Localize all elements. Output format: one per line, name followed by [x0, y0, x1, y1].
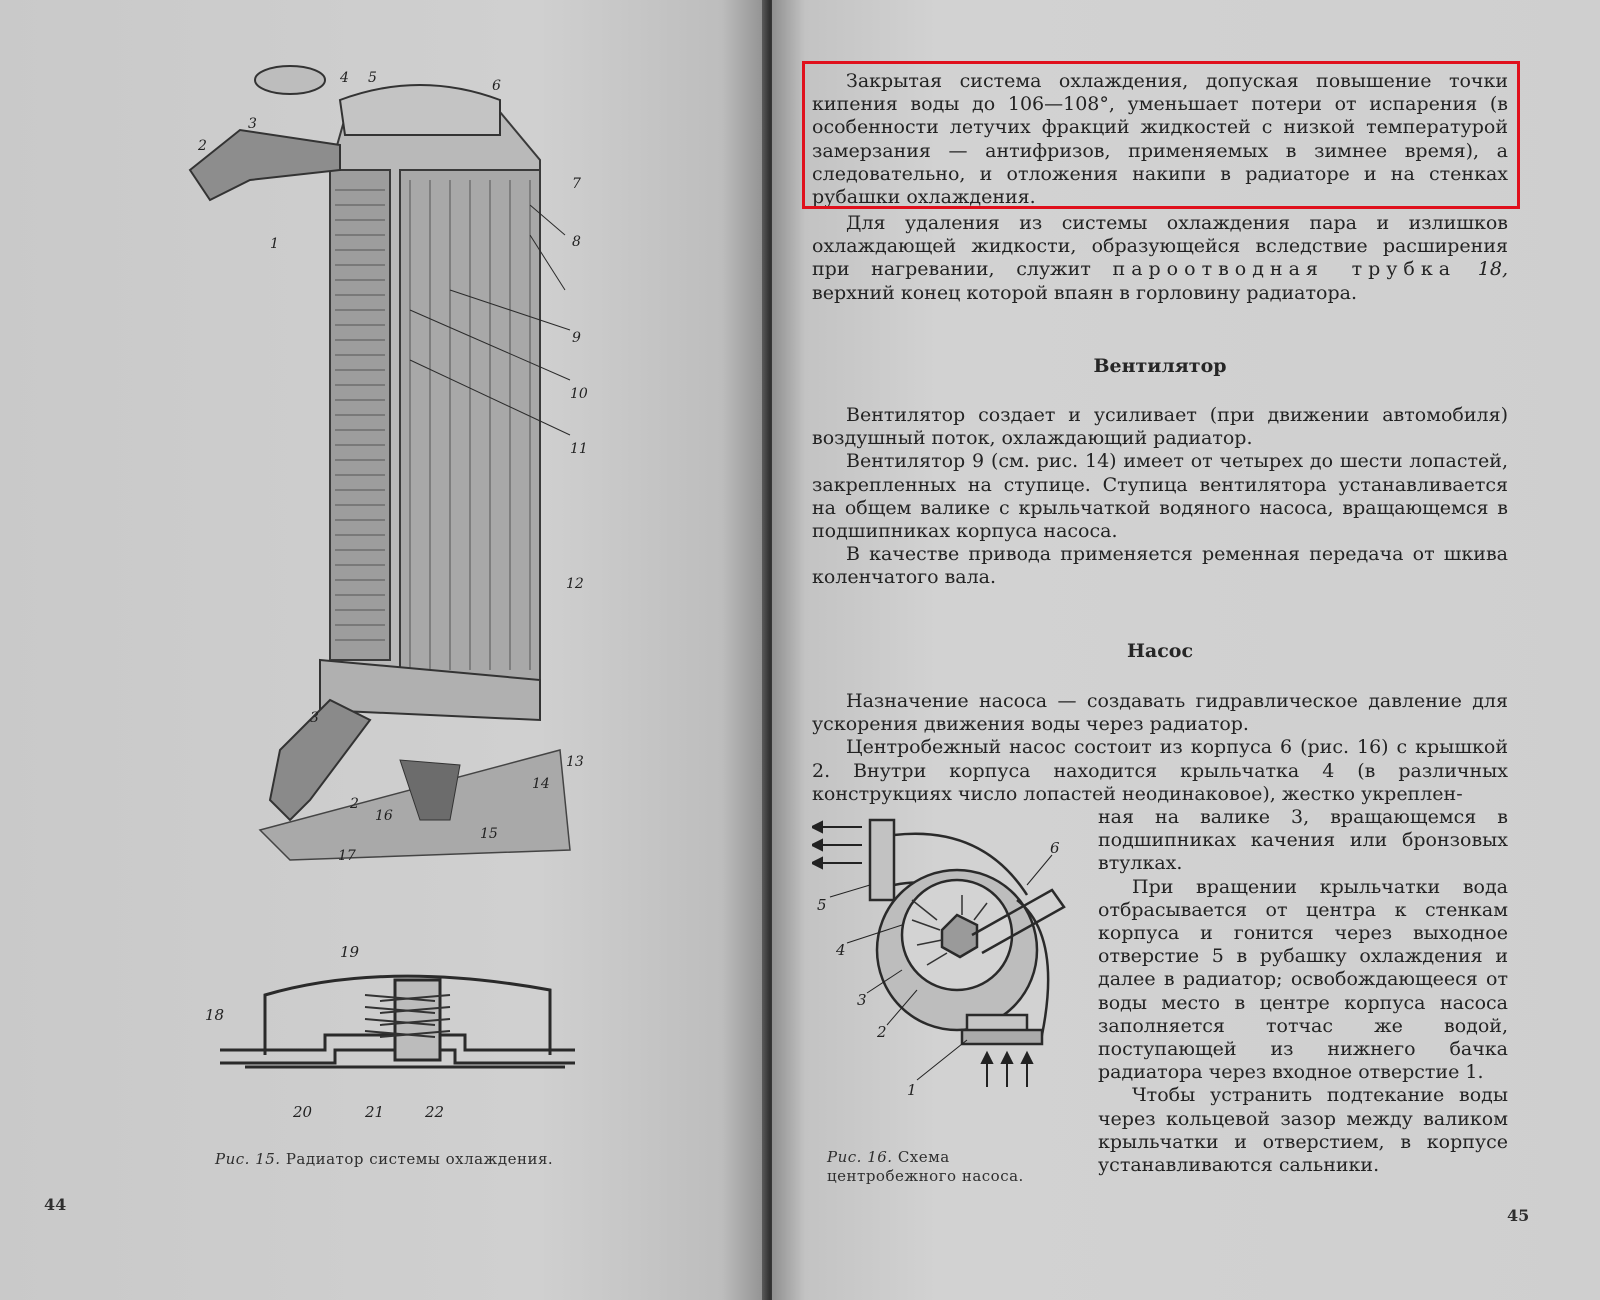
figure-16-pump [812, 815, 1092, 1115]
callout-8: 8 [572, 234, 581, 250]
figure-16-caption [827, 1148, 1057, 1186]
steam-term-spaced: пароотводная трубка [1112, 258, 1457, 281]
fan-paragraph-3: В качестве привода применяется ременная передача от шкива коленчатого вала. [812, 543, 1508, 589]
callout-16: 16 [375, 808, 393, 824]
fan-paragraph-2: Вентилятор 9 (см. рис. 14) имеет от четырех до шести лопастей, закрепленных на ступице. Ступица вентилятора устанавливается на общем валике с крыльчаткой водяного насоса, вращающемся в подшипниках корпуса насоса. [812, 450, 1508, 543]
pump-intro [812, 690, 1508, 806]
figure-15-caption-text: Радиатор системы охлаждения. [285, 1150, 554, 1168]
figure-15-caption [215, 1150, 553, 1168]
callout-19: 19 [340, 945, 360, 961]
callout-2b: 2 [350, 796, 359, 812]
callout-3: 3 [248, 116, 257, 132]
callout-18: 18 [205, 1006, 225, 1024]
callout-14: 14 [532, 776, 550, 792]
page-number-right: 45 [1507, 1206, 1530, 1225]
callout-13: 13 [566, 754, 584, 770]
figure-15-radiator [170, 60, 640, 900]
callout-10: 10 [570, 386, 588, 402]
callout-1: 1 [270, 236, 279, 252]
callout-2: 2 [198, 138, 207, 154]
callout-6: 6 [492, 78, 501, 94]
fig16-callout-5: 5 [817, 896, 827, 914]
pump-wrapped-text [1098, 806, 1508, 1177]
callout-11: 11 [570, 441, 588, 457]
figure-16-caption-label: Рис. 16. [827, 1148, 893, 1166]
fig16-callout-6: 6 [1050, 839, 1060, 857]
callout-9: 9 [572, 330, 581, 346]
steam-number: 18, [1477, 258, 1508, 281]
figure-16-caption-text: Схема центробежного насоса. [827, 1148, 1024, 1185]
callout-12: 12 [566, 576, 584, 592]
highlight-box [802, 61, 1520, 209]
figure-15-cap [205, 945, 585, 1145]
callout-7: 7 [572, 176, 581, 192]
fig16-callout-3: 3 [857, 991, 867, 1009]
pump-paragraph-2-cont: ная на валике 3, вращающемся в подшипниках качения или бронзовых втулках. [1098, 806, 1508, 875]
callout-21: 21 [365, 1103, 385, 1121]
fan-section [812, 404, 1508, 590]
page-number-left: 44 [44, 1195, 67, 1214]
fig16-callout-1: 1 [907, 1081, 917, 1099]
heading-fan: Вентилятор [1093, 355, 1227, 377]
callout-4: 4 [340, 70, 349, 86]
steam-text-a: Для удаления из системы охлаждения пара и излишков охлаждающей жидкости, образующейся вследствие расширения при нагревании, служит [812, 212, 1508, 281]
pump-paragraph-1: Назначение насоса — создавать гидравлическое давление для ускорения движения воды через радиатор. [812, 690, 1508, 736]
callout-22: 22 [425, 1103, 445, 1121]
pump-paragraph-2: Центробежный насос состоит из корпуса 6 (рис. 16) с крышкой 2. Внутри корпуса находится крыльчатка 4 (в различных конструкциях число лопастей неодинаковое), жестко укреплен- [812, 736, 1508, 805]
pump-paragraph-4: Чтобы устранить подтекание воды через кольцевой зазор между валиком крыльчатки и отверстием, в корпусе устанавливаются сальники. [1098, 1084, 1508, 1177]
fan-paragraph-1: Вентилятор создает и усиливает (при движении автомобиля) воздушный поток, охлаждающий радиатор. [812, 404, 1508, 450]
figure-15-caption-label: Рис. 15. [215, 1150, 281, 1168]
callout-15: 15 [480, 826, 498, 842]
highlighted-paragraph: Закрытая система охлаждения, допуская повышение точки кипения воды до 106—108°, уменьшает потери от испарения (в особенности летучих фракций жидкостей с низкой температурой замерзания — антифризов, применяемых в зимнее время), а следовательно, и отложения накипи в радиаторе и на стенках рубашки охлаждения. [812, 70, 1508, 209]
heading-pump: Насос [1126, 640, 1194, 662]
steam-text-b: верхний конец которой впаян в горловину радиатора. [812, 281, 1357, 304]
callout-3b: 3 [310, 710, 319, 726]
callout-20: 20 [293, 1103, 313, 1121]
fig16-callout-4: 4 [836, 941, 846, 959]
paragraph-steam-tube [812, 212, 1508, 305]
callout-17: 17 [338, 848, 356, 864]
fig16-callout-2: 2 [877, 1023, 887, 1041]
pump-paragraph-3: При вращении крыльчатки вода отбрасывается от центра к стенкам корпуса и гонится через выходное отверстие 5 в рубашку охлаждения и далее в радиатор; освобождающееся от воды место в центре корпуса насоса заполняется тотчас же водой, поступающей из нижнего бачка радиатора через входное отверстие 1. [1098, 875, 1508, 1084]
left-page [0, 0, 768, 1300]
callout-5: 5 [368, 70, 377, 86]
